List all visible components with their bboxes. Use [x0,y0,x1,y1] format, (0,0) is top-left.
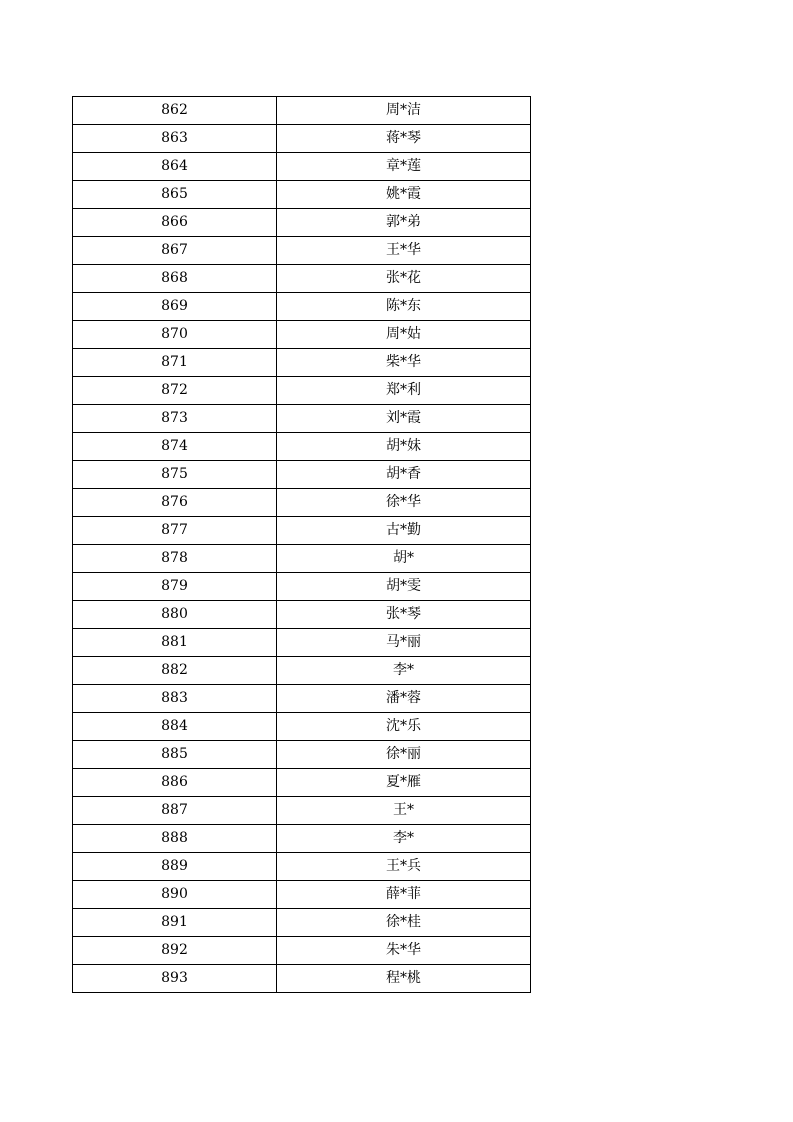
name-cell: 李* [277,825,531,853]
row-number-cell: 867 [73,237,277,265]
row-number-cell: 873 [73,405,277,433]
row-number-cell: 893 [73,965,277,993]
table-row [73,601,531,629]
table-row [73,517,531,545]
name-cell: 郑*利 [277,377,531,405]
row-number-cell: 880 [73,601,277,629]
row-number-cell: 871 [73,349,277,377]
name-cell: 程*桃 [277,965,531,993]
name-cell: 王* [277,797,531,825]
table-row [73,629,531,657]
row-number-cell: 888 [73,825,277,853]
row-number-cell: 887 [73,797,277,825]
row-number-cell: 869 [73,293,277,321]
table-row [73,349,531,377]
table-row [73,237,531,265]
name-cell: 李* [277,657,531,685]
name-cell: 章*莲 [277,153,531,181]
name-cell: 刘*霞 [277,405,531,433]
name-cell: 柴*华 [277,349,531,377]
name-cell: 徐*华 [277,489,531,517]
row-number-cell: 878 [73,545,277,573]
name-cell: 郭*弟 [277,209,531,237]
table-row [73,293,531,321]
name-cell: 马*丽 [277,629,531,657]
name-cell: 王*兵 [277,853,531,881]
table-row [73,573,531,601]
row-number-cell: 862 [73,97,277,125]
table-row [73,433,531,461]
name-cell: 潘*蓉 [277,685,531,713]
table-row [73,769,531,797]
name-cell: 周*洁 [277,97,531,125]
row-number-cell: 879 [73,573,277,601]
name-cell: 夏*雁 [277,769,531,797]
name-cell: 胡*香 [277,461,531,489]
table-row [73,797,531,825]
name-cell: 张*花 [277,265,531,293]
table-row [73,909,531,937]
table-row [73,125,531,153]
table-row [73,825,531,853]
table-row [73,489,531,517]
name-cell: 古*勤 [277,517,531,545]
table-row [73,853,531,881]
row-number-cell: 885 [73,741,277,769]
table-row [73,657,531,685]
roster-table [72,96,531,993]
name-cell: 张*琴 [277,601,531,629]
table-row [73,265,531,293]
name-cell: 胡*雯 [277,573,531,601]
table-row [73,937,531,965]
name-cell: 胡*妹 [277,433,531,461]
row-number-cell: 868 [73,265,277,293]
table-row [73,461,531,489]
row-number-cell: 864 [73,153,277,181]
table-row [73,153,531,181]
row-number-cell: 892 [73,937,277,965]
name-cell: 蒋*琴 [277,125,531,153]
row-number-cell: 863 [73,125,277,153]
table-row [73,881,531,909]
table-row [73,741,531,769]
row-number-cell: 875 [73,461,277,489]
row-number-cell: 884 [73,713,277,741]
row-number-cell: 890 [73,881,277,909]
roster-table-body [73,97,531,993]
table-row [73,97,531,125]
table-row [73,965,531,993]
table-row [73,209,531,237]
row-number-cell: 870 [73,321,277,349]
table-row [73,181,531,209]
name-cell: 胡* [277,545,531,573]
row-number-cell: 891 [73,909,277,937]
name-cell: 周*姑 [277,321,531,349]
row-number-cell: 866 [73,209,277,237]
row-number-cell: 874 [73,433,277,461]
name-cell: 朱*华 [277,937,531,965]
row-number-cell: 876 [73,489,277,517]
name-cell: 沈*乐 [277,713,531,741]
name-cell: 徐*桂 [277,909,531,937]
row-number-cell: 877 [73,517,277,545]
name-cell: 薛*菲 [277,881,531,909]
row-number-cell: 881 [73,629,277,657]
row-number-cell: 882 [73,657,277,685]
table-row [73,713,531,741]
table-row [73,685,531,713]
table-row [73,545,531,573]
row-number-cell: 883 [73,685,277,713]
row-number-cell: 889 [73,853,277,881]
row-number-cell: 872 [73,377,277,405]
name-cell: 徐*丽 [277,741,531,769]
table-row [73,377,531,405]
name-cell: 姚*霞 [277,181,531,209]
row-number-cell: 865 [73,181,277,209]
table-row [73,321,531,349]
row-number-cell: 886 [73,769,277,797]
name-cell: 陈*东 [277,293,531,321]
name-cell: 王*华 [277,237,531,265]
table-row [73,405,531,433]
